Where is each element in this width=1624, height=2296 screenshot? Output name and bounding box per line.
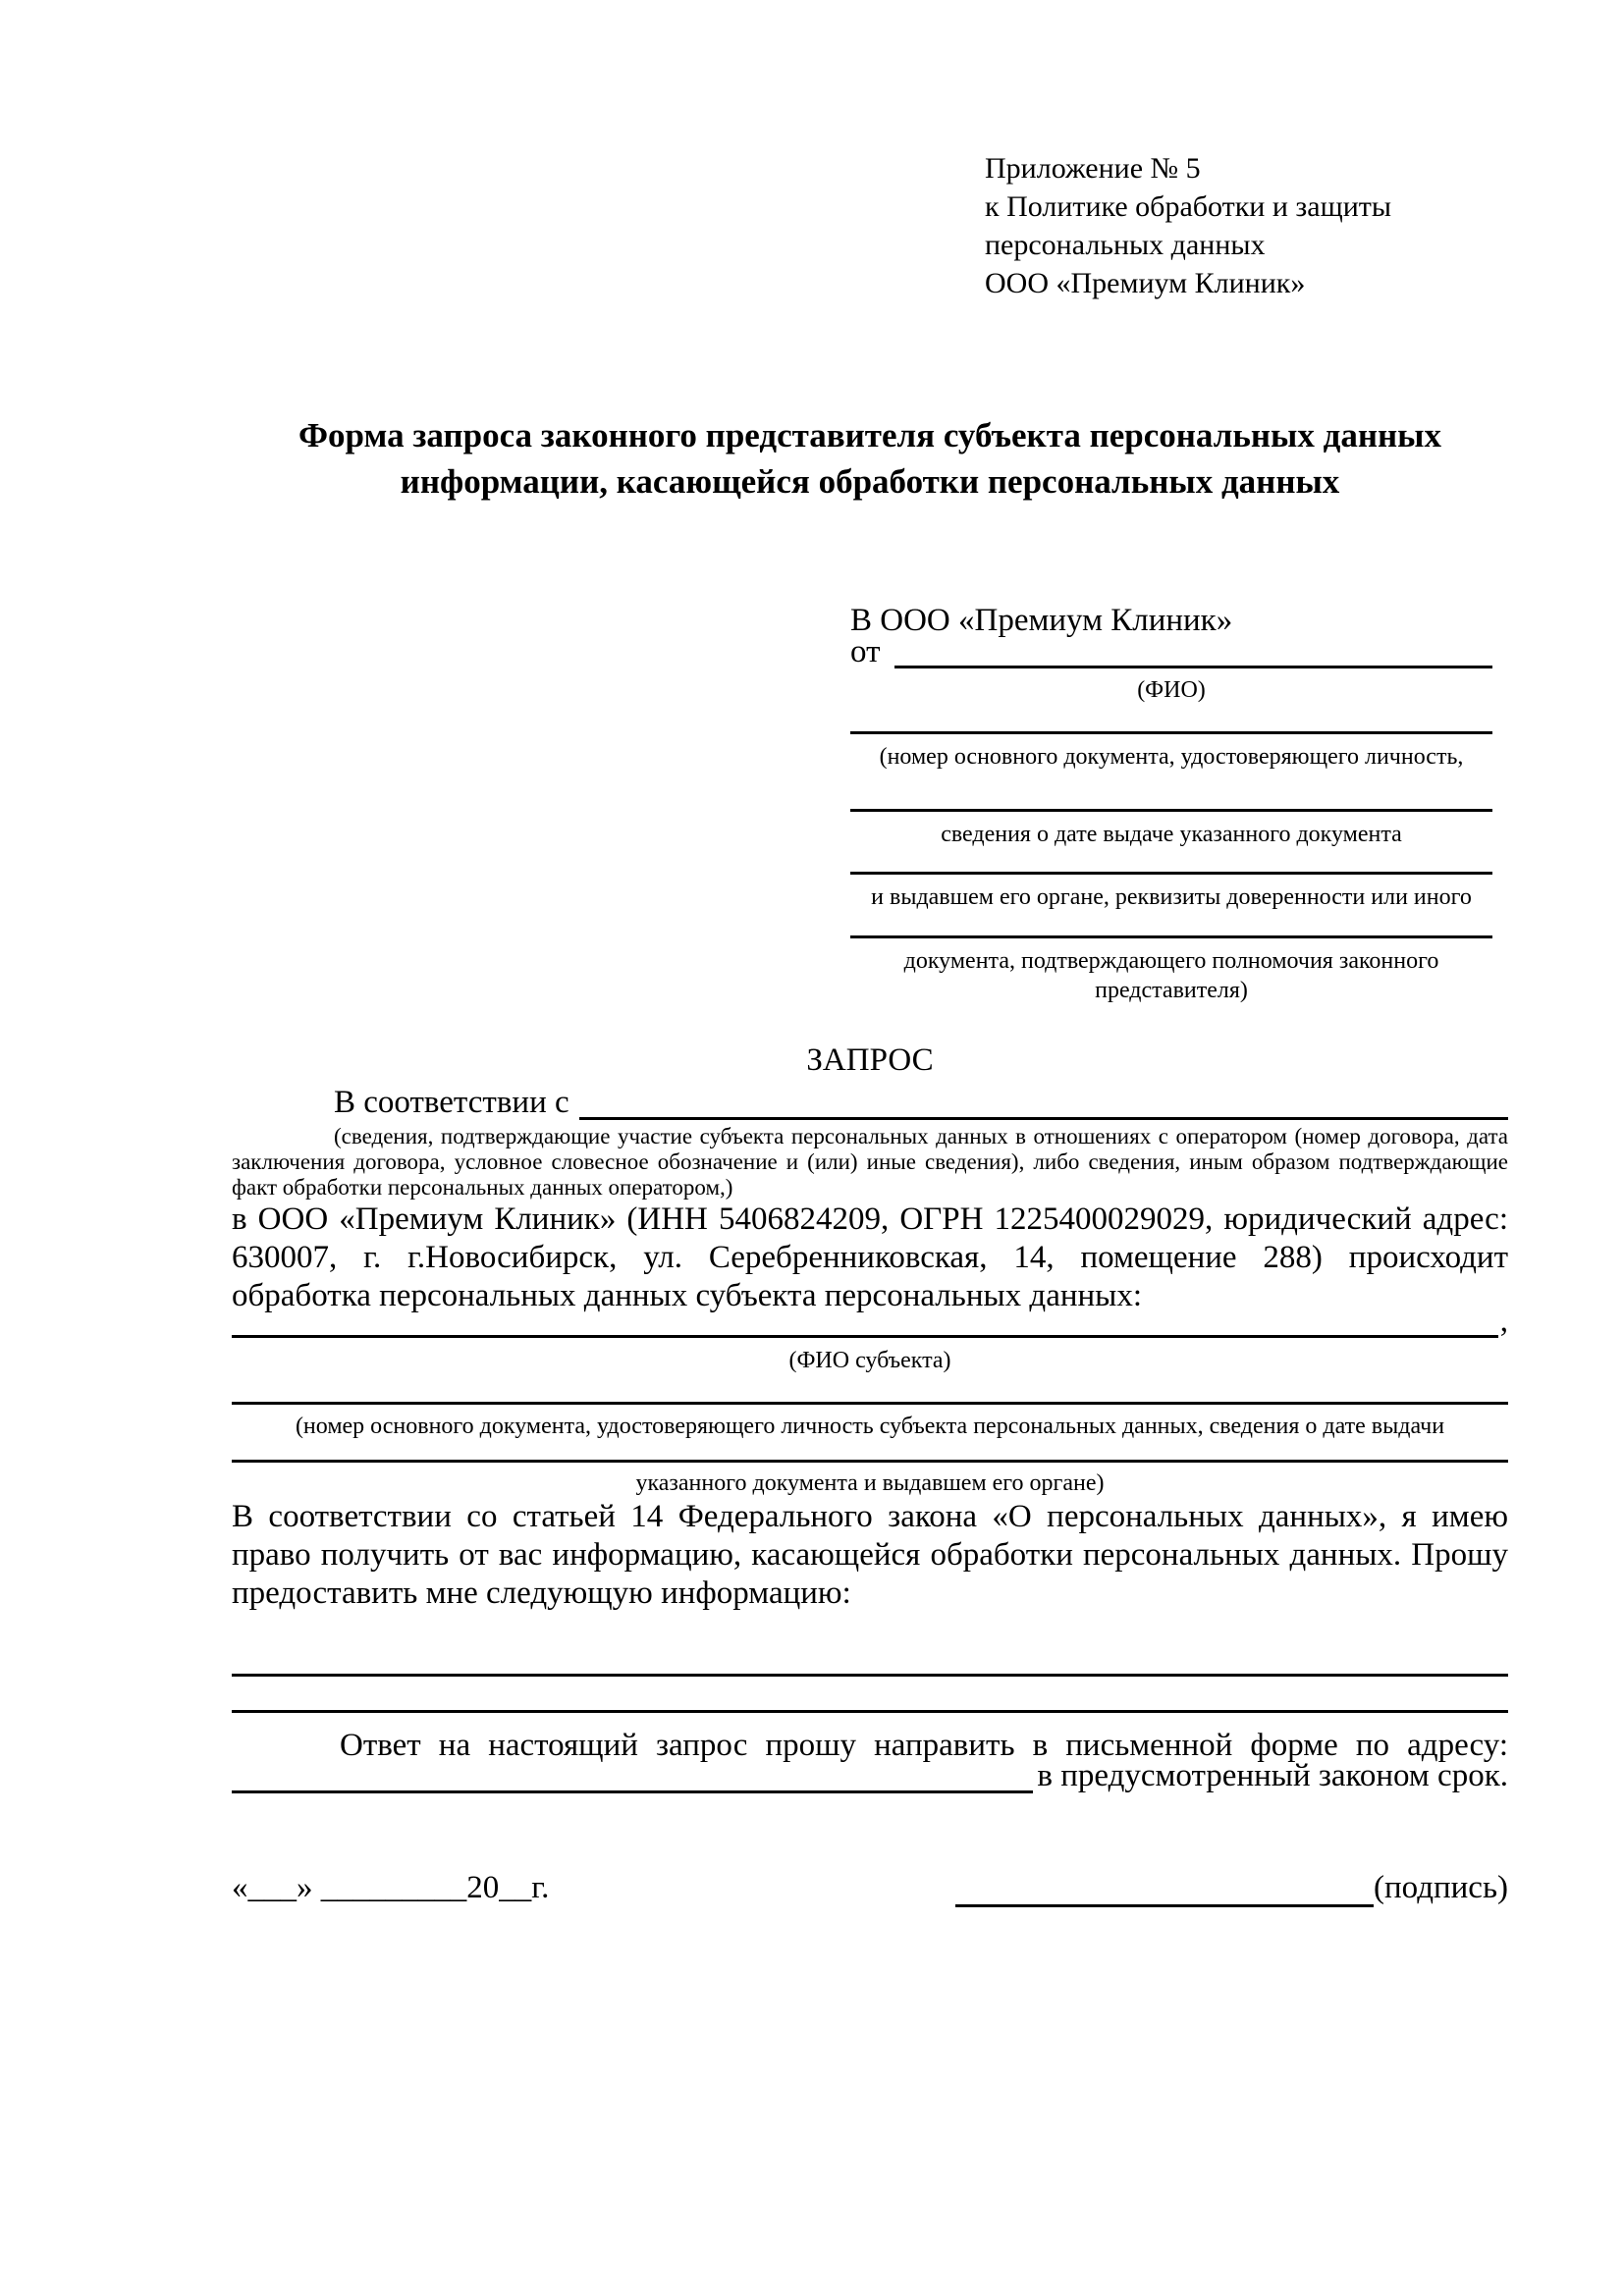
intro-label: В соответствии с (334, 1085, 569, 1120)
doc-issue-date-blank-line (850, 772, 1492, 812)
document-content (232, 0, 1508, 1907)
signature-row (232, 1868, 1508, 1907)
signature-area (955, 1868, 1508, 1907)
subject-doc-caption-line-1: (номер основного документа, удостоверяющего личность субъекта персональных данных, сведения о дате выдачи (295, 1414, 1445, 1439)
from-row (850, 634, 1492, 669)
law-paragraph: В соответствии со статьей 14 Федерального закона «О персональных данных», я имею право получить от вас информацию, касающейся обработки персональных данных. Прошу предоставить мне следующую информацию: (232, 1499, 1508, 1611)
appendix-line: Приложение № 5 (985, 152, 1201, 185)
reply-tail-text: в предусмотренный законом срок. (1037, 1758, 1508, 1793)
form-title-line-1: Форма запроса законного представителя субъекта персональных данных (298, 416, 1441, 454)
appendix-line: персональных данных (985, 229, 1266, 261)
relation-blank-line (579, 1117, 1508, 1120)
form-title (232, 412, 1508, 505)
appendix-line: к Политике обработки и защиты (985, 190, 1392, 223)
subject-fio-blank-line (232, 1335, 1498, 1338)
operator-paragraph: в ООО «Премиум Клиник» (ИНН 5406824209, ОГРН 1225400029029, юридический адрес: 630007, г. г.Новосибирск, ул. Серебренниковская, 14, помещение 288) происходит обработка персональных данных субъекта персональных данных: (232, 1201, 1508, 1313)
intro-row (232, 1082, 1508, 1120)
appendix-block (985, 149, 1508, 302)
doc-number-caption: (номер основного документа, удостоверяющего личность, (879, 744, 1464, 770)
doc-powers-blank-line (850, 912, 1492, 938)
doc-authority-caption: и выдавшем его органе, реквизиты доверенности или иного (871, 884, 1472, 910)
signature-caption: (подпись) (1374, 1870, 1508, 1905)
request-heading: ЗАПРОС (806, 1042, 934, 1078)
doc-issue-date-caption: сведения о дате выдаче указанного документа (941, 822, 1402, 847)
subject-doc-authority-blank-line (232, 1441, 1508, 1463)
reply-address-row (232, 1758, 1508, 1793)
doc-number-blank-line (850, 705, 1492, 734)
subject-fio-row (232, 1304, 1508, 1339)
intro-note: (сведения, подтверждающие участие субъекта персональных данных в отношениях с оператором (номер договора, дата заключения договора, условное словесное обозначение и (или) иные сведения), либо сведения, иным образом подтверждающие факт обработки персональных данных оператором,) (232, 1124, 1508, 1200)
doc-powers-caption: документа, подтверждающего полномочия законного представителя) (903, 948, 1439, 1003)
reply-address-blank-line (232, 1790, 1033, 1793)
reply-paragraph: Ответ на настоящий запрос прошу направить в письменной форме по адресу: (340, 1728, 1508, 1763)
fio-blank-line (894, 666, 1493, 668)
from-label: от (850, 634, 881, 669)
signature-blank-line (955, 1868, 1374, 1907)
requested-info-blank-line-1 (232, 1613, 1508, 1677)
fio-caption: (ФИО) (1137, 677, 1206, 703)
subject-fio-caption: (ФИО субъекта) (788, 1348, 951, 1373)
doc-authority-blank-line (850, 849, 1492, 875)
addressee-block (850, 602, 1492, 1005)
addressee-org: В ООО «Премиум Клиник» (850, 603, 1233, 638)
appendix-line: ООО «Премиум Клиник» (985, 267, 1306, 299)
requested-info-blank-line-2 (232, 1677, 1508, 1713)
subject-doc-caption-line-2: указанного документа и выдавшем его органе) (635, 1470, 1105, 1496)
subject-doc-blank-line (232, 1375, 1508, 1405)
date-line: «___» _________20__г. (232, 1870, 550, 1905)
form-title-line-2: информации, касающейся обработки персональных данных (400, 462, 1340, 501)
subject-fio-comma: , (1499, 1304, 1508, 1339)
